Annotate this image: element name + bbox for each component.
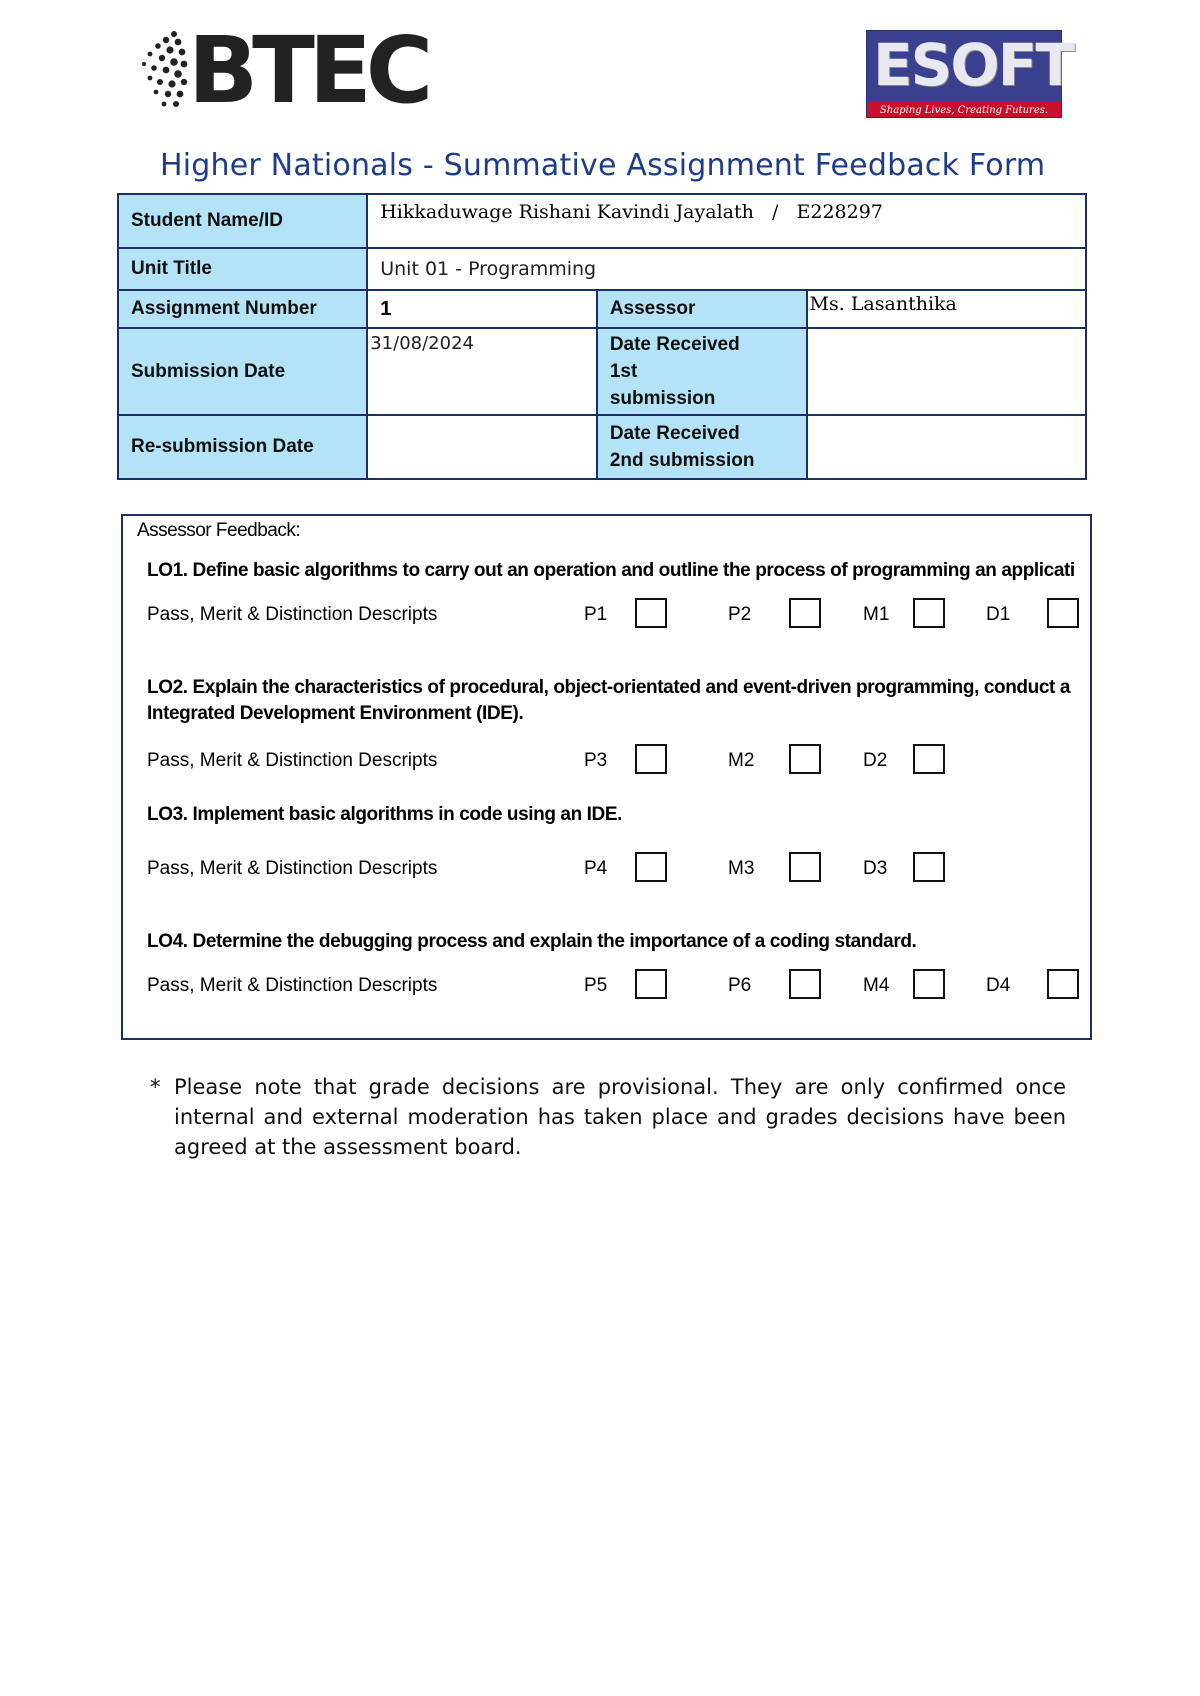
- assessor-label: Assessor: [597, 290, 807, 328]
- criterion-d1-label: D1: [986, 604, 1011, 625]
- lo2-text-line1: LO2. Explain the characteristics of procedural, object-orientated and event-driven programming, conduct a: [147, 677, 1070, 698]
- btec-wordmark: BTEC: [188, 17, 428, 124]
- student-name-label: Student Name/ID: [118, 194, 367, 248]
- lo4-descripts-label: Pass, Merit & Distinction Descripts: [147, 975, 438, 996]
- criterion-p3-label: P3: [584, 750, 608, 771]
- criterion-p4-label: P4: [584, 858, 608, 879]
- resubmission-date-value[interactable]: [367, 415, 597, 479]
- submission-date-label: Submission Date: [118, 328, 367, 415]
- assessor-feedback-heading: Assessor Feedback:: [137, 520, 301, 541]
- lo1-text: LO1. Define basic algorithms to carry out an operation and outline the process of programming an applicati: [147, 560, 1075, 581]
- criterion-d2-checkbox[interactable]: [913, 744, 945, 774]
- student-info-table: [117, 193, 1087, 480]
- assessor-value[interactable]: Ms. Lasanthika: [807, 290, 1086, 328]
- criterion-p6-label: P6: [728, 975, 752, 996]
- criterion-p3-checkbox[interactable]: [635, 744, 667, 774]
- page-title: Higher Nationals - Summative Assignment Feedback Form: [160, 148, 1046, 183]
- criterion-m1-checkbox[interactable]: [913, 598, 945, 628]
- date-received-1st-line3: submission: [609, 388, 716, 409]
- btec-logo: [140, 17, 428, 124]
- criterion-d1-checkbox[interactable]: [1047, 598, 1079, 628]
- criterion-p5-checkbox[interactable]: [635, 969, 667, 999]
- criterion-p1-label: P1: [584, 604, 608, 625]
- submission-date-value[interactable]: 31/08/2024: [367, 328, 597, 415]
- date-received-2nd-line2: 2nd submission: [609, 450, 755, 471]
- btec-dots-icon: [140, 30, 190, 110]
- assignment-number-label: Assignment Number: [118, 290, 367, 328]
- esoft-logo: [866, 30, 1073, 118]
- resubmission-date-label: Re-submission Date: [118, 415, 367, 479]
- criterion-p2-checkbox[interactable]: [789, 598, 821, 628]
- unit-title-label: Unit Title: [118, 248, 367, 290]
- date-received-2nd-line1: Date Received: [609, 423, 740, 444]
- criterion-d4-label: D4: [986, 975, 1011, 996]
- date-received-1st-value[interactable]: [807, 328, 1086, 415]
- criterion-d4-checkbox[interactable]: [1047, 969, 1079, 999]
- criterion-m2-checkbox[interactable]: [789, 744, 821, 774]
- lo4-text: LO4. Determine the debugging process and explain the importance of a coding standard.: [147, 931, 917, 952]
- date-received-1st-label: [597, 328, 807, 415]
- criterion-m3-label: M3: [728, 858, 755, 879]
- note-text: Please note that grade decisions are provisional. They are only confirmed once internal and external moderation has taken place and grades decisions have been agreed at the assessment board.: [174, 1075, 1066, 1159]
- esoft-tagline: Shaping Lives, Creating Futures.: [879, 105, 1049, 116]
- provisional-grade-note: [150, 1072, 1066, 1162]
- lo2-text-line2: Integrated Development Environment (IDE).: [147, 703, 524, 724]
- lo2-descripts-label: Pass, Merit & Distinction Descripts: [147, 750, 438, 771]
- criterion-m4-label: M4: [863, 975, 890, 996]
- assessor-feedback-box: [121, 514, 1092, 1040]
- date-received-2nd-label: [597, 415, 807, 479]
- criterion-m2-label: M2: [728, 750, 755, 771]
- criterion-p1-checkbox[interactable]: [635, 598, 667, 628]
- date-received-1st-line1: Date Received: [609, 334, 740, 355]
- lo3-descripts-label: Pass, Merit & Distinction Descripts: [147, 858, 438, 879]
- date-received-2nd-value[interactable]: [807, 415, 1086, 479]
- date-received-1st-line2: 1st: [609, 361, 638, 382]
- criterion-m3-checkbox[interactable]: [789, 852, 821, 882]
- criterion-p5-label: P5: [584, 975, 608, 996]
- criterion-d3-checkbox[interactable]: [913, 852, 945, 882]
- criterion-m4-checkbox[interactable]: [913, 969, 945, 999]
- lo1-descripts-label: Pass, Merit & Distinction Descripts: [147, 604, 438, 625]
- criterion-m1-label: M1: [863, 604, 890, 625]
- criterion-d2-label: D2: [863, 750, 888, 771]
- criterion-p2-label: P2: [728, 604, 752, 625]
- student-name-value[interactable]: Hikkaduwage Rishani Kavindi Jayalath / E228297: [367, 194, 1086, 248]
- assignment-number-value[interactable]: 1: [367, 290, 597, 328]
- criterion-p4-checkbox[interactable]: [635, 852, 667, 882]
- note-asterisk: *: [150, 1075, 161, 1099]
- lo3-text: LO3. Implement basic algorithms in code using an IDE.: [147, 804, 623, 825]
- criterion-d3-label: D3: [863, 858, 888, 879]
- criterion-p6-checkbox[interactable]: [789, 969, 821, 999]
- unit-title-value[interactable]: Unit 01 - Programming: [367, 248, 1086, 290]
- esoft-wordmark: ESOFT: [873, 31, 1073, 99]
